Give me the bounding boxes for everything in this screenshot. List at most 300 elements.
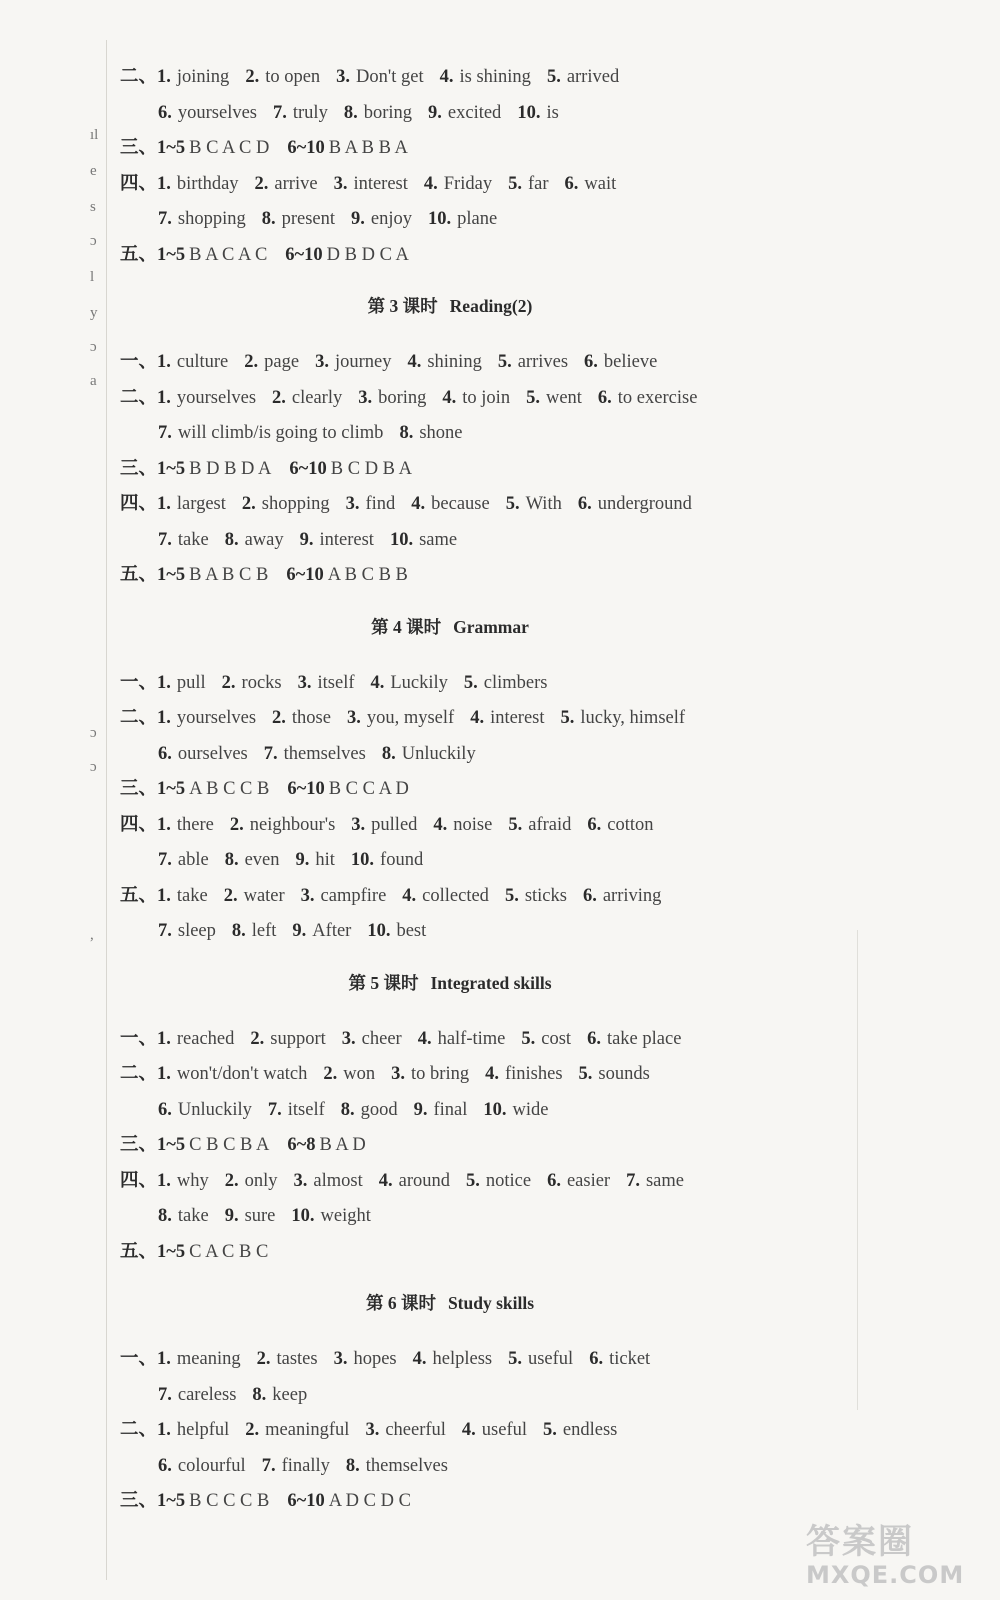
choice-answer-line xyxy=(120,1235,840,1271)
item-answer: campfire xyxy=(320,885,387,906)
item-number: 6. xyxy=(597,387,612,408)
section-mark: 一、 xyxy=(120,352,158,372)
item-number: 2. xyxy=(245,1420,260,1440)
answer-line xyxy=(120,737,840,773)
item-number: 2. xyxy=(241,494,256,514)
item-answer: support xyxy=(270,1028,326,1049)
edge-letter: y xyxy=(90,305,98,321)
item-answer: sticks xyxy=(524,885,567,906)
edge-letter: ɔ xyxy=(90,339,97,355)
answer-item xyxy=(336,67,423,87)
answer-item xyxy=(158,744,248,764)
range-answers: A B C B B xyxy=(327,565,408,585)
answer-item xyxy=(158,530,209,550)
item-number: 4. xyxy=(411,494,426,514)
item-answer: even xyxy=(244,850,280,870)
item-number: 6. xyxy=(582,885,597,906)
item-answer: to bring xyxy=(411,1064,470,1084)
item-answer: wide xyxy=(512,1099,549,1120)
answer-item xyxy=(351,815,417,835)
answer-line xyxy=(120,1093,840,1129)
watermark-logo-text: 答案圈 xyxy=(806,1522,914,1562)
answer-item xyxy=(225,850,280,870)
range-answers: C B C B A xyxy=(189,1135,270,1155)
item-number: 1. xyxy=(157,494,171,514)
answer-line xyxy=(120,1057,840,1093)
item-number: 6. xyxy=(158,1455,172,1476)
section-mark: 五、 xyxy=(120,1241,158,1262)
range-answers: B C C A D xyxy=(328,779,409,799)
choice-range xyxy=(157,779,269,799)
item-number: 5. xyxy=(505,494,520,514)
answer-item xyxy=(157,815,214,835)
section-mark: 五、 xyxy=(120,244,158,265)
answer-item xyxy=(424,174,492,194)
item-number: 2. xyxy=(250,1028,265,1049)
answer-item xyxy=(222,673,282,693)
answer-item xyxy=(291,1206,370,1226)
range-answers: B A B B A xyxy=(328,138,408,158)
section-mark: 三、 xyxy=(120,458,158,479)
item-answer: With xyxy=(525,494,562,514)
item-answer: hit xyxy=(315,850,335,870)
item-answer: climbers xyxy=(483,672,548,693)
section-mark: 四、 xyxy=(120,814,158,835)
answer-item xyxy=(367,921,426,941)
item-number: 3. xyxy=(300,885,315,906)
choice-range xyxy=(287,1491,411,1511)
answer-item xyxy=(157,886,208,906)
range-label: 1~5 xyxy=(157,244,186,265)
edge-letter: ɔ xyxy=(90,233,97,249)
lesson-title xyxy=(120,285,780,327)
choice-range xyxy=(157,245,267,265)
answer-line xyxy=(120,1164,840,1200)
choice-range xyxy=(157,1491,269,1511)
edge-letter: s xyxy=(90,199,96,215)
answer-item xyxy=(565,174,617,194)
answer-item xyxy=(464,673,548,693)
item-number: 1. xyxy=(157,708,171,728)
item-answer: itself xyxy=(317,672,355,693)
answer-line xyxy=(120,808,840,844)
answer-item xyxy=(157,673,206,693)
answer-item xyxy=(157,1171,209,1191)
answer-item xyxy=(505,886,567,906)
answer-item xyxy=(252,1385,307,1405)
answer-line xyxy=(120,914,840,950)
item-answer: finally xyxy=(281,1455,330,1476)
item-answer: to exercise xyxy=(617,387,698,408)
answer-item xyxy=(158,1100,252,1120)
choice-answer-line xyxy=(120,238,840,274)
item-answer: those xyxy=(291,708,331,728)
item-answer: excited xyxy=(447,102,502,123)
item-number: 4. xyxy=(370,672,385,693)
item-answer: take xyxy=(177,529,209,550)
answer-item xyxy=(379,1171,450,1191)
item-number: 5. xyxy=(526,387,540,408)
item-answer: lucky, himself xyxy=(580,708,686,728)
edge-letter: , xyxy=(90,927,94,943)
answer-item xyxy=(301,886,387,906)
item-number: 5. xyxy=(497,352,512,372)
answer-item xyxy=(292,921,351,941)
answer-line xyxy=(120,487,840,523)
answer-item xyxy=(498,352,568,372)
section-mark: 二、 xyxy=(120,708,158,728)
item-number: 2. xyxy=(256,1349,271,1369)
item-answer: boring xyxy=(378,387,427,408)
item-number: 1. xyxy=(157,1170,171,1191)
item-number: 7. xyxy=(158,1384,172,1405)
edge-letter: ɔ xyxy=(90,725,97,741)
answer-item xyxy=(245,1420,349,1440)
item-number: 1. xyxy=(157,1064,171,1084)
item-number: 9. xyxy=(351,209,365,229)
answer-item xyxy=(300,530,374,550)
item-answer: shone xyxy=(419,423,463,443)
item-number: 2. xyxy=(272,708,286,728)
answer-item xyxy=(462,1420,527,1440)
item-answer: Unluckily xyxy=(177,1099,252,1120)
item-number: 4. xyxy=(461,1420,476,1440)
item-number: 6. xyxy=(577,494,592,514)
item-answer: ourselves xyxy=(177,743,248,764)
answer-item xyxy=(334,174,408,194)
answer-content xyxy=(120,60,840,1520)
answer-item xyxy=(390,530,457,550)
answer-item xyxy=(587,1029,681,1049)
item-answer: there xyxy=(176,814,214,835)
item-number: 1. xyxy=(157,387,171,408)
choice-range xyxy=(157,1242,268,1262)
range-answers: B A D xyxy=(319,1135,366,1155)
item-number: 6. xyxy=(584,352,598,372)
item-answer: yourselves xyxy=(176,708,257,728)
item-number: 6. xyxy=(587,814,602,835)
item-number: 7. xyxy=(263,743,278,764)
lesson-name: Study skills xyxy=(447,1293,535,1313)
item-number: 5. xyxy=(508,173,522,194)
range-label: 1~5 xyxy=(157,565,186,585)
item-answer: to join xyxy=(462,387,511,408)
choice-range xyxy=(157,459,271,479)
item-answer: will climb/is going to climb xyxy=(177,423,384,443)
answer-item xyxy=(334,1349,397,1369)
answer-item xyxy=(268,1100,325,1120)
item-number: 6. xyxy=(589,1349,604,1369)
item-answer: sleep xyxy=(177,921,216,941)
answer-item xyxy=(351,850,423,870)
item-answer: themselves xyxy=(283,743,366,764)
range-answers: B D B D A xyxy=(189,458,272,479)
section-mark: 三、 xyxy=(120,138,158,158)
item-answer: boring xyxy=(363,102,413,123)
scan-edge-line xyxy=(857,930,858,1410)
answer-line xyxy=(120,843,840,879)
item-answer: present xyxy=(281,209,336,229)
item-answer: because xyxy=(431,494,490,514)
section-mark: 三、 xyxy=(120,779,158,799)
item-answer: shopping xyxy=(177,209,246,229)
range-label: 6~10 xyxy=(287,779,325,799)
item-answer: meaning xyxy=(176,1349,241,1369)
item-number: 3. xyxy=(297,672,312,693)
choice-range xyxy=(287,779,409,799)
item-answer: take place xyxy=(606,1028,682,1049)
item-number: 7. xyxy=(261,1455,276,1476)
lesson-number: 第 5 课时 xyxy=(348,972,419,993)
item-answer: neighbour's xyxy=(249,814,336,835)
item-number: 9. xyxy=(295,850,310,870)
answer-item xyxy=(157,708,256,728)
range-answers: B C A C D xyxy=(189,138,270,158)
item-number: 8. xyxy=(399,423,414,443)
item-number: 4. xyxy=(433,814,448,835)
range-label: 6~10 xyxy=(287,1491,325,1511)
item-answer: pull xyxy=(176,672,206,693)
item-number: 3. xyxy=(315,352,329,372)
answer-item xyxy=(255,174,318,194)
item-answer: is shining xyxy=(459,67,531,87)
item-number: 4. xyxy=(407,352,422,372)
item-answer: finishes xyxy=(504,1064,563,1084)
item-number: 8. xyxy=(340,1099,355,1120)
item-number: 2. xyxy=(224,1170,239,1191)
item-number: 7. xyxy=(158,209,172,229)
item-answer: arrive xyxy=(274,173,318,194)
item-number: 3. xyxy=(336,67,351,87)
item-answer: underground xyxy=(597,494,692,514)
item-answer: half-time xyxy=(437,1028,506,1049)
answer-item xyxy=(245,67,320,87)
item-number: 2. xyxy=(229,814,244,835)
item-answer: meaningful xyxy=(265,1420,350,1440)
section-mark: 四、 xyxy=(120,494,158,514)
item-number: 6. xyxy=(158,743,172,764)
section-mark: 一、 xyxy=(120,1028,158,1049)
item-number: 2. xyxy=(323,1064,338,1084)
item-number: 6. xyxy=(547,1170,561,1191)
item-number: 10. xyxy=(291,1206,315,1226)
answer-item xyxy=(262,209,335,229)
choice-range xyxy=(157,138,269,158)
item-number: 4. xyxy=(439,67,454,87)
item-number: 4. xyxy=(470,708,485,728)
answer-item xyxy=(584,352,657,372)
item-answer: easier xyxy=(566,1170,611,1191)
answer-item xyxy=(517,103,558,123)
item-answer: Luckily xyxy=(390,672,448,693)
item-number: 10. xyxy=(350,850,375,870)
item-number: 6. xyxy=(158,1099,172,1120)
answer-item xyxy=(418,1029,506,1049)
item-answer: best xyxy=(396,921,427,941)
item-answer: won't/don't watch xyxy=(176,1064,308,1084)
answer-item xyxy=(225,1171,278,1191)
answer-item xyxy=(158,1456,246,1476)
answer-line xyxy=(120,345,840,381)
item-answer: colourful xyxy=(177,1455,246,1476)
item-number: 5. xyxy=(508,814,523,835)
answer-item xyxy=(158,209,246,229)
answer-item xyxy=(158,423,383,443)
answer-item xyxy=(543,1420,617,1440)
item-number: 3. xyxy=(365,1420,380,1440)
edge-letter: ıl xyxy=(90,127,99,143)
item-answer: shopping xyxy=(261,494,330,514)
edge-letter: a xyxy=(90,373,97,389)
item-number: 5. xyxy=(504,885,519,906)
item-answer: arrived xyxy=(566,67,620,87)
edge-letter: ɔ xyxy=(90,759,97,775)
answer-item xyxy=(358,388,426,408)
answer-item xyxy=(433,815,492,835)
item-number: 3. xyxy=(345,494,360,514)
watermark-url: MXQE.COM xyxy=(806,1561,965,1589)
item-number: 7. xyxy=(158,921,172,941)
answer-item xyxy=(298,673,355,693)
item-answer: wait xyxy=(584,173,617,194)
answer-line xyxy=(120,381,840,417)
item-number: 4. xyxy=(423,173,438,194)
range-label: 1~5 xyxy=(157,1135,186,1155)
section-mark: 三、 xyxy=(120,1491,158,1511)
item-number: 1. xyxy=(157,67,171,87)
answer-item xyxy=(578,494,692,514)
answer-item xyxy=(508,174,548,194)
item-number: 7. xyxy=(158,423,172,443)
answer-line xyxy=(120,879,840,915)
section-mark: 一、 xyxy=(120,1349,158,1369)
answer-item xyxy=(157,388,256,408)
range-label: 6~10 xyxy=(285,244,323,265)
item-answer: culture xyxy=(176,352,229,372)
item-answer: collected xyxy=(422,885,489,906)
item-answer: journey xyxy=(334,352,392,372)
item-number: 5. xyxy=(521,1028,536,1049)
answer-item xyxy=(232,921,277,941)
item-answer: water xyxy=(243,885,285,906)
item-answer: arriving xyxy=(602,885,662,906)
answer-item xyxy=(587,815,653,835)
item-number: 8. xyxy=(224,529,239,550)
item-number: 2. xyxy=(245,67,260,87)
item-number: 4. xyxy=(442,387,457,408)
item-number: 2. xyxy=(254,173,269,194)
item-number: 7. xyxy=(267,1099,282,1120)
item-answer: shining xyxy=(427,352,482,372)
item-answer: careless xyxy=(177,1384,237,1405)
answer-line xyxy=(120,666,840,702)
range-label: 6~10 xyxy=(287,138,325,158)
item-answer: noise xyxy=(453,814,493,835)
item-number: 9. xyxy=(428,102,442,123)
answer-line xyxy=(120,60,840,96)
answer-line xyxy=(120,701,840,737)
answer-item xyxy=(547,1171,610,1191)
answer-item xyxy=(157,174,239,194)
item-answer: largest xyxy=(176,494,226,514)
answer-item xyxy=(158,1206,209,1226)
item-number: 8. xyxy=(343,102,358,123)
item-answer: tastes xyxy=(276,1349,318,1369)
item-answer: rocks xyxy=(241,672,282,693)
item-number: 9. xyxy=(299,529,314,550)
item-answer: around xyxy=(398,1170,450,1191)
answer-item xyxy=(323,1064,375,1084)
answer-item xyxy=(224,886,285,906)
answer-item xyxy=(442,388,510,408)
section-mark: 四、 xyxy=(120,173,158,194)
answer-item xyxy=(428,209,497,229)
item-number: 4. xyxy=(417,1028,432,1049)
answer-item xyxy=(407,352,481,372)
answer-line xyxy=(120,96,840,132)
item-answer: weight xyxy=(320,1206,371,1226)
section-mark: 二、 xyxy=(120,387,158,408)
item-number: 1. xyxy=(157,1420,171,1440)
site-watermark xyxy=(806,1522,976,1592)
item-number: 3. xyxy=(391,1064,406,1084)
answer-item xyxy=(626,1171,684,1191)
range-answers: A B C C B xyxy=(189,779,270,799)
item-answer: ticket xyxy=(609,1349,651,1369)
answer-item xyxy=(225,1206,276,1226)
lesson-name: Reading(2) xyxy=(449,296,533,316)
item-answer: left xyxy=(251,921,277,941)
item-answer: enjoy xyxy=(370,209,413,229)
section-mark: 三、 xyxy=(120,1135,158,1155)
section-mark: 二、 xyxy=(120,1064,158,1084)
item-answer: only xyxy=(244,1170,278,1191)
section-mark: 一、 xyxy=(120,672,158,693)
range-answers: B A C A C xyxy=(189,244,268,265)
answer-item xyxy=(315,352,391,372)
item-answer: find xyxy=(365,494,396,514)
item-answer: almost xyxy=(313,1170,363,1191)
item-answer: Don't get xyxy=(356,67,424,87)
edge-letter: e xyxy=(90,163,97,179)
answer-item xyxy=(351,209,412,229)
answer-item xyxy=(521,1029,571,1049)
answer-item xyxy=(272,708,331,728)
item-number: 3. xyxy=(358,387,373,408)
answer-item xyxy=(391,1064,469,1084)
item-number: 6. xyxy=(158,102,172,123)
item-number: 3. xyxy=(346,708,361,728)
item-answer: afraid xyxy=(528,814,572,835)
item-answer: able xyxy=(177,850,209,870)
item-answer: After xyxy=(312,921,352,941)
answer-item xyxy=(273,103,328,123)
item-number: 8. xyxy=(158,1206,172,1226)
lesson-name: Grammar xyxy=(453,616,529,637)
range-answers: B C D B A xyxy=(330,458,412,479)
item-answer: Friday xyxy=(443,173,493,194)
answer-item xyxy=(158,850,209,870)
section-mark: 五、 xyxy=(120,565,158,585)
answer-item xyxy=(242,494,330,514)
choice-range xyxy=(286,565,408,585)
item-number: 1. xyxy=(157,1349,171,1369)
answer-line xyxy=(120,1449,840,1485)
item-answer: found xyxy=(380,850,424,870)
range-label: 1~5 xyxy=(157,138,186,158)
answer-item xyxy=(402,886,489,906)
item-answer: is xyxy=(546,102,559,123)
